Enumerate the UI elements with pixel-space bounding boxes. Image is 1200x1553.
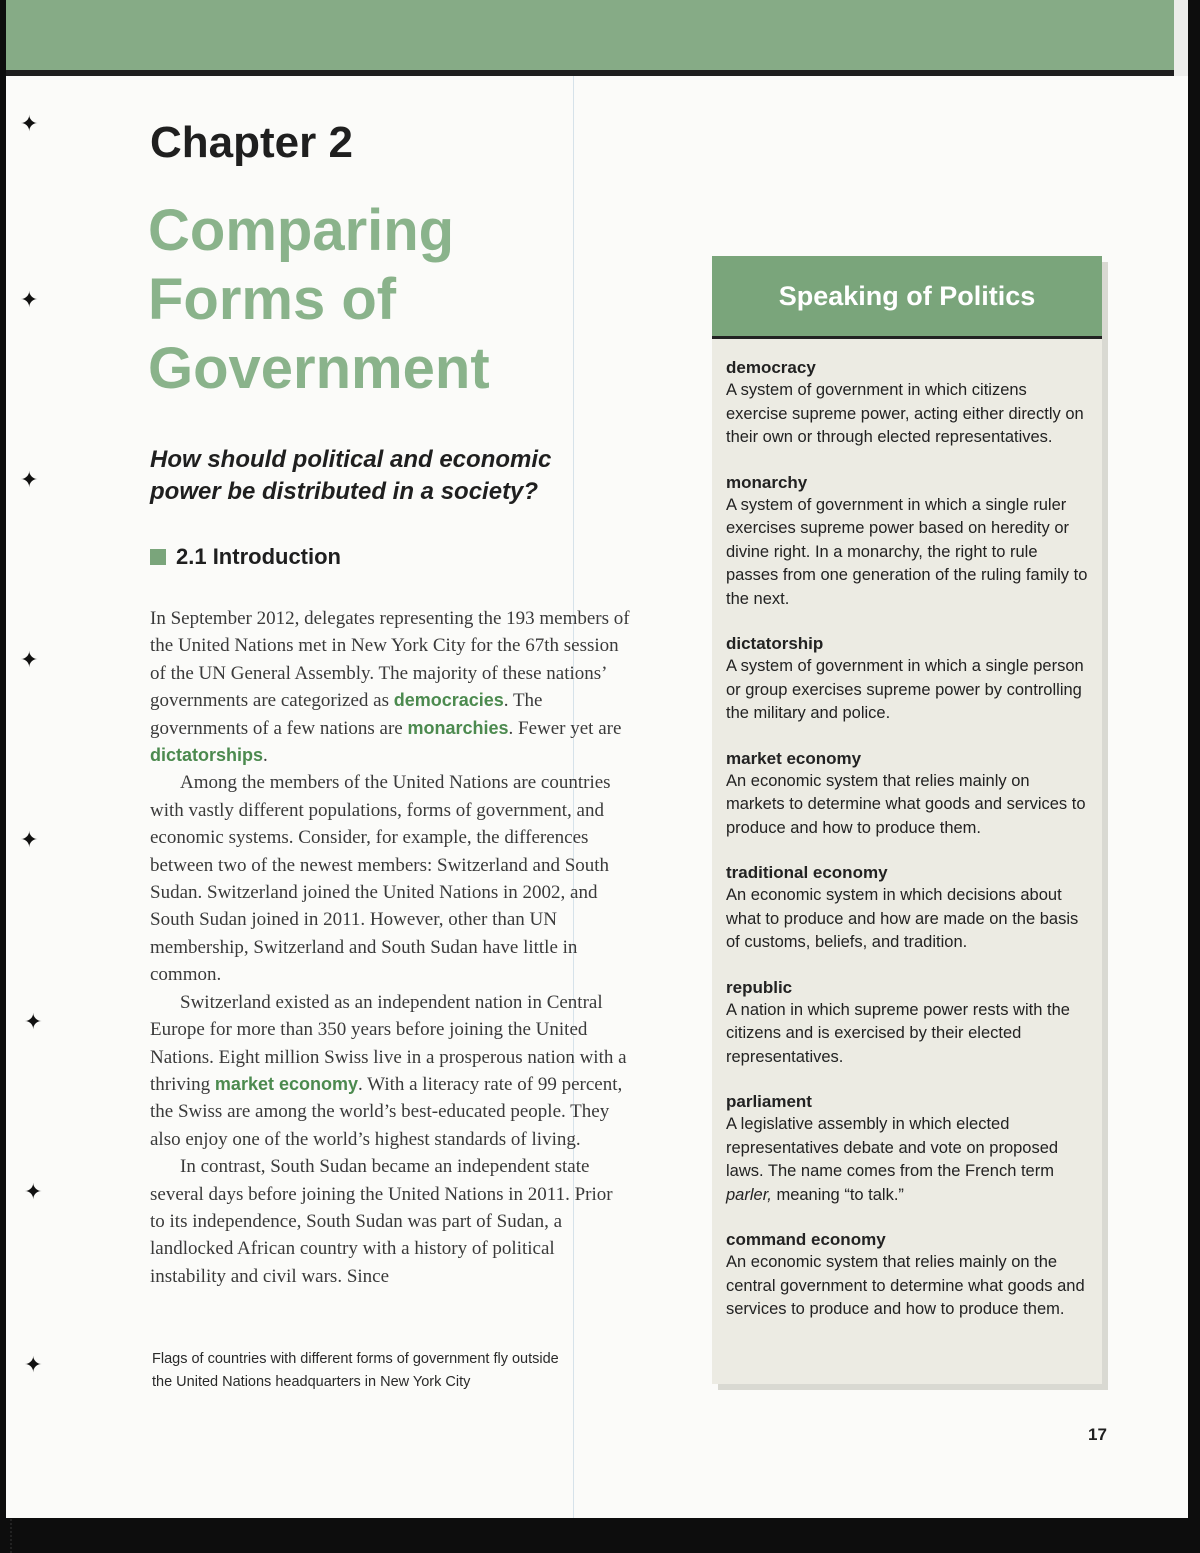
binding-punch-mark: ✦	[24, 1353, 43, 1378]
glossary-definition	[726, 1113, 1092, 1207]
body-text-run: . With a literacy rate of 99 percent, the Swiss are among the world’s best-educated people. They also enjoy one of the world’s highest standards of living.	[150, 1073, 623, 1150]
page-edge	[1174, 0, 1188, 76]
glossary-entry	[726, 862, 1092, 955]
body-paragraph	[150, 605, 630, 769]
definition-text: meaning “to talk.”	[771, 1185, 904, 1204]
body-text-run: In September 2012, delegates representing the 193 members of the United Nations met in New York City for the 67th session of the UN General Assembly. The majority of these nations’ governments are categorized as	[150, 608, 630, 712]
glossary-term: republic	[726, 977, 793, 997]
binding-punch-mark: ✦	[24, 1180, 43, 1205]
glossary-term: market economy	[726, 748, 862, 768]
body-text-run: Switzerland existed as an independent nation in Central Europe for more than 350 years before joining the United Nations. Eight million Swiss live in a prosperous nation with a thriving	[150, 991, 627, 1095]
glossary-term-monarchies: monarchies	[407, 717, 509, 738]
body-paragraph	[150, 989, 630, 1153]
glossary-entry	[726, 977, 1092, 1070]
binding-punch-mark: ✦	[20, 468, 39, 493]
glossary-entry	[726, 472, 1092, 612]
glossary-definition: A nation in which supreme power rests with the citizens and is exercised by their elected representatives.	[726, 1000, 1070, 1066]
glossary-entry	[726, 357, 1092, 450]
binding-punch-mark: ✦	[20, 112, 39, 137]
definition-text: A legislative assembly in which elected representatives debate and vote on proposed laws. The name comes from the French term	[726, 1115, 1059, 1180]
glossary-term: command economy	[726, 1230, 886, 1249]
glossary-term: parliament	[726, 1092, 812, 1111]
glossary-term: dictatorship	[726, 634, 824, 653]
textbook-page	[6, 0, 1188, 1518]
glossary-term-market-economy: market economy	[214, 1073, 358, 1094]
glossary-definition: An economic system that relies mainly on markets to determine what goods and services to produce and how to produce them.	[726, 771, 1086, 837]
speaking-of-politics-sidebar	[712, 256, 1102, 1384]
glossary-entry	[726, 633, 1092, 726]
glossary-term-democracies: democracies	[393, 690, 504, 711]
glossary-definition: A system of government in which a single ruler exercises supreme power based on heredity or divine right. In a monarchy, the right to rule passes from one generation of the ruling family to the next.	[726, 495, 1088, 608]
glossary-entry	[726, 1091, 1092, 1207]
body-paragraph: In contrast, South Sudan became an independent state several days before joining the United Nations in 2011. Prior to its independence, South Sudan was part of Sudan, a landlocked African country with a history of political instability and civil wars. Since	[150, 1156, 613, 1287]
body-text	[150, 605, 630, 1290]
photo-caption	[152, 1348, 632, 1394]
glossary-entry	[726, 748, 1092, 841]
body-text-run: . The governments of a few nations are	[150, 690, 543, 739]
chapter-title-line: Government	[148, 336, 490, 401]
glossary-definition: A system of government in which a single person or group exercises supreme power by controlling the military and police.	[726, 657, 1084, 722]
binding-punch-mark: ✦	[24, 1010, 43, 1035]
glossary-term: monarchy	[726, 472, 808, 492]
glossary-definition: A system of government in which citizens exercise supreme power, acting either directly on their own or through elected representatives.	[726, 381, 1084, 446]
page-number: 17	[1088, 1425, 1107, 1444]
section-heading	[150, 544, 341, 570]
chapter-title-line: Comparing	[148, 198, 455, 263]
chapter-title-line: Forms of	[148, 267, 397, 332]
essential-question-line: How should political and economic	[150, 446, 552, 473]
binding-punch-mark: ✦	[20, 648, 39, 673]
definition-emphasis: parler,	[726, 1185, 772, 1204]
binding-punch-mark: ✦	[20, 288, 39, 313]
top-rule	[6, 70, 1174, 76]
body-paragraph: Among the members of the United Nations are countries with vastly different populations, forms of government, and economic systems. Consider, for example, the differences between two of the newest members: Switzerland and South Sudan. Switzerland joined the United Nations in 2002, and South Sudan joined in 2011. However, other than UN membership, Switzerland and South Sudan have little in common.	[150, 772, 611, 986]
glossary-term: democracy	[726, 358, 816, 377]
caption-line: the United Nations headquarters in New York City	[152, 1374, 471, 1390]
caption-line: Flags of countries with different forms of government fly outside	[152, 1351, 559, 1367]
glossary-definition: An economic system in which decisions about what to produce and how are made on the basis of customs, beliefs, and tradition.	[726, 886, 1079, 951]
glossary-term-dictatorships: dictatorships	[150, 745, 264, 766]
binding-punch-mark: ✦	[20, 828, 39, 853]
section-heading-text: 2.1 Introduction	[176, 544, 341, 569]
glossary-list	[712, 339, 1102, 1322]
section-square-icon	[150, 549, 166, 565]
body-text-run: .	[263, 745, 268, 767]
sidebar-header	[712, 256, 1102, 339]
essential-question-line: power be distributed in a society?	[150, 478, 539, 505]
glossary-definition: An economic system that relies mainly on the central government to determine what goods and services to produce and how to produce them.	[726, 1253, 1085, 1318]
chapter-label: Chapter 2	[150, 118, 353, 167]
chapter-title	[148, 196, 588, 403]
glossary-term: traditional economy	[726, 863, 888, 882]
glossary-entry	[726, 1229, 1092, 1322]
sidebar-title: Speaking of Politics	[778, 280, 1036, 311]
top-color-band	[6, 0, 1174, 70]
body-text-run: . Fewer yet are	[508, 717, 622, 739]
essential-question	[150, 444, 590, 508]
